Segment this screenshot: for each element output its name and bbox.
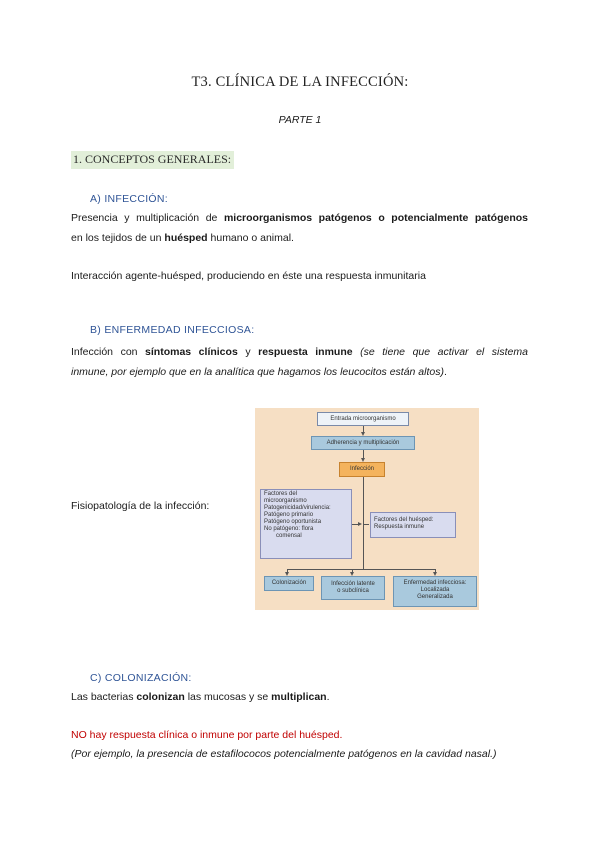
text: en los tejidos de un	[71, 232, 165, 244]
text: o subclínica	[337, 588, 369, 594]
bold-text: síntomas clínicos	[145, 346, 238, 358]
box-colonizacion: Colonización	[264, 576, 314, 591]
box-entrada: Entrada microorganismo	[317, 412, 409, 426]
bold-text: huésped	[164, 232, 208, 244]
heading-infeccion: A) INFECCIÓN:	[90, 193, 168, 205]
box-factores-microorganismo	[260, 489, 352, 559]
colonizacion-line	[71, 687, 528, 707]
bold-text: respuesta inmune	[258, 346, 353, 358]
infeccion-line-1	[71, 208, 528, 228]
text: .	[443, 366, 447, 378]
text: Patógeno primario	[264, 512, 314, 518]
fisiopatologia-label: Fisiopatología de la infección:	[71, 500, 210, 512]
text: Factores del huésped:	[374, 517, 434, 523]
text: microorganismo	[264, 498, 307, 504]
text: humano o animal.	[207, 232, 294, 244]
connector	[287, 569, 435, 570]
bold-text: colonizan	[136, 691, 185, 703]
heading-enfermedad: B) ENFERMEDAD INFECCIOSA:	[90, 324, 255, 336]
text: Infección latente	[331, 581, 375, 587]
interaccion-text: Interacción agente-huésped, produciendo en éste una respuesta inmunitaria	[71, 270, 426, 282]
box-infeccion: Infección	[339, 462, 385, 477]
enfermedad-line-1	[71, 342, 528, 362]
heading-colonizacion: C) COLONIZACIÓN:	[90, 672, 192, 684]
text: comensal	[276, 533, 302, 539]
text: Infección con	[71, 346, 146, 358]
text: Respuesta inmune	[374, 524, 425, 530]
box-adherencia: Adherencia y multiplicación	[311, 436, 415, 450]
box-enfermedad-infecciosa	[393, 576, 477, 607]
text: No patógeno: flora	[264, 526, 314, 532]
text: Enfermedad infecciosa:	[403, 580, 467, 586]
no-respuesta-text: NO hay respuesta clínica o inmune por parte del huésped.	[71, 729, 343, 741]
text: Factores del	[264, 491, 298, 497]
box-infeccion-latente	[321, 576, 385, 600]
text: Localizada	[420, 587, 450, 593]
enfermedad-line-2	[71, 362, 528, 382]
text: Presencia y multiplicación de	[71, 212, 224, 224]
text: .	[326, 691, 330, 703]
text: y	[237, 346, 259, 358]
section-heading: 1. CONCEPTOS GENERALES:	[71, 151, 234, 169]
bold-text: microorganismos patógenos o potencialmente patógenos	[223, 212, 528, 224]
text: Generalizada	[417, 594, 453, 600]
italic-text: inmune, por ejemplo que en la analítica que hagamos los leucocitos están altos)	[71, 366, 444, 378]
connector	[363, 477, 364, 569]
text: Patógeno oportunista	[264, 519, 322, 525]
text: Las bacterias	[71, 691, 137, 703]
connector	[363, 524, 369, 525]
text: las mucosas y se	[184, 691, 272, 703]
arrow-icon	[358, 522, 362, 526]
example-text: (Por ejemplo, la presencia de estafilococos potencialmente patógenos en la cavidad nasal.)	[71, 748, 497, 760]
box-factores-huesped	[370, 512, 456, 538]
italic-text: (se tiene que activar el sistema	[352, 346, 528, 358]
page-title: T3. CLÍNICA DE LA INFECCIÓN:	[191, 74, 409, 90]
infeccion-line-2	[71, 228, 528, 248]
bold-text: multiplican	[271, 691, 327, 703]
page-subtitle: PARTE 1	[278, 114, 322, 126]
text: Patogenicidad/virulencia:	[264, 505, 331, 511]
fisiopatologia-diagram	[255, 408, 479, 610]
